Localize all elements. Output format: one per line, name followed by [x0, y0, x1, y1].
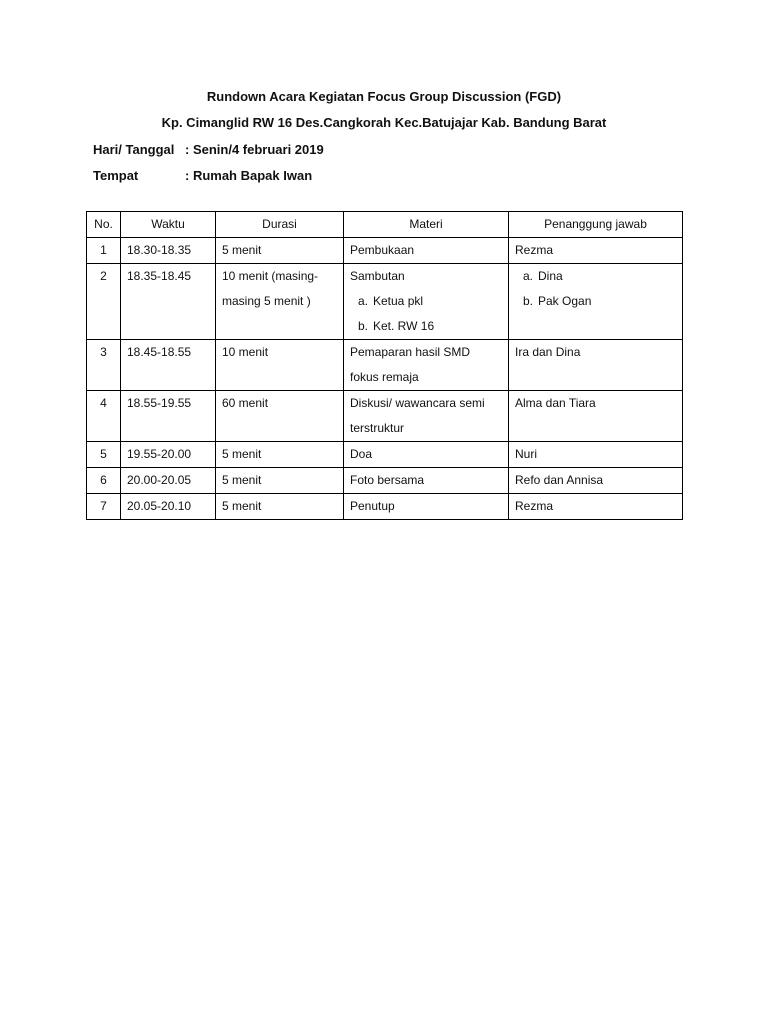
cell-no: 5 — [87, 442, 121, 468]
cell-no: 6 — [87, 468, 121, 494]
list-item-text: Dina — [538, 269, 563, 283]
cell-materi-line: terstruktur — [350, 421, 405, 435]
column-header-durasi: Durasi — [216, 212, 344, 238]
cell-durasi-line: 10 menit — [222, 345, 269, 359]
cell-materi — [344, 442, 509, 468]
list-marker: a. — [522, 269, 533, 283]
list-item — [350, 314, 502, 339]
cell-durasi-line: 60 menit — [222, 396, 269, 410]
cell-materi — [344, 494, 509, 520]
meta-hari-label: Hari/ Tanggal — [93, 142, 175, 157]
cell-durasi — [216, 238, 344, 264]
table-row — [87, 468, 683, 494]
cell-penanggung-jawab — [509, 442, 683, 468]
cell-no: 1 — [87, 238, 121, 264]
cell-materi-line: Foto bersama — [350, 473, 425, 487]
cell-durasi-line: 10 menit (masing- — [222, 269, 319, 283]
list-item — [350, 289, 502, 314]
cell-penanggung-jawab — [509, 264, 683, 340]
meta-hari-tanggal — [93, 142, 324, 158]
column-header-no: No. — [87, 212, 121, 238]
cell-materi-line: Diskusi/ wawancara semi — [350, 396, 485, 410]
cell-waktu: 20.05-20.10 — [121, 494, 216, 520]
list-item-text: Pak Ogan — [538, 294, 592, 308]
cell-durasi-line: 5 menit — [222, 447, 262, 461]
cell-waktu: 18.55-19.55 — [121, 391, 216, 442]
cell-no: 3 — [87, 340, 121, 391]
cell-materi — [344, 468, 509, 494]
list-item-text: Ket. RW 16 — [373, 319, 435, 333]
cell-waktu: 20.00-20.05 — [121, 468, 216, 494]
cell-penanggung-jawab — [509, 494, 683, 520]
list-item — [515, 289, 676, 314]
table-row — [87, 340, 683, 391]
meta-hari-value: : Senin/4 februari 2019 — [185, 142, 324, 157]
meta-tempat-label: Tempat — [93, 168, 139, 183]
table-row — [87, 391, 683, 442]
list-item — [515, 264, 676, 289]
cell-durasi-line: 5 menit — [222, 499, 262, 513]
cell-penanggung-jawab — [509, 468, 683, 494]
cell-no: 4 — [87, 391, 121, 442]
cell-penanggung-jawab — [509, 238, 683, 264]
rundown-table — [86, 211, 683, 520]
cell-pj-line: Rezma — [515, 243, 554, 257]
meta-tempat-value: : Rumah Bapak Iwan — [185, 168, 313, 183]
cell-durasi — [216, 494, 344, 520]
cell-materi-line: fokus remaja — [350, 370, 419, 384]
cell-penanggung-jawab — [509, 340, 683, 391]
cell-durasi — [216, 442, 344, 468]
cell-durasi — [216, 468, 344, 494]
cell-durasi-line: 5 menit — [222, 473, 262, 487]
cell-materi-line: Sambutan — [350, 269, 405, 283]
cell-materi-line: Pemaparan hasil SMD — [350, 345, 471, 359]
list-marker: a. — [357, 294, 368, 308]
cell-materi-line: Doa — [350, 447, 373, 461]
table-row — [87, 442, 683, 468]
cell-pj-line: Ira dan Dina — [515, 345, 581, 359]
cell-durasi-line: masing 5 menit ) — [222, 294, 311, 308]
list-item-text: Ketua pkl — [373, 294, 424, 308]
list-marker: b. — [357, 319, 368, 333]
document-location-line: Kp. Cimanglid RW 16 Des.Cangkorah Kec.Batujajar Kab. Bandung Barat — [161, 115, 607, 130]
cell-no: 7 — [87, 494, 121, 520]
cell-durasi — [216, 391, 344, 442]
cell-penanggung-jawab — [509, 391, 683, 442]
meta-tempat — [93, 168, 312, 184]
cell-waktu: 19.55-20.00 — [121, 442, 216, 468]
column-header-materi: Materi — [344, 212, 509, 238]
cell-durasi-line: 5 menit — [222, 243, 262, 257]
cell-materi — [344, 391, 509, 442]
cell-pj-line: Alma dan Tiara — [515, 396, 596, 410]
cell-materi — [344, 238, 509, 264]
column-header-waktu: Waktu — [121, 212, 216, 238]
cell-durasi — [216, 340, 344, 391]
cell-waktu: 18.30-18.35 — [121, 238, 216, 264]
list-marker: b. — [522, 294, 533, 308]
cell-waktu: 18.45-18.55 — [121, 340, 216, 391]
cell-durasi — [216, 264, 344, 340]
cell-no: 2 — [87, 264, 121, 340]
table-header-row — [87, 212, 683, 238]
cell-materi — [344, 340, 509, 391]
cell-pj-line: Nuri — [515, 447, 538, 461]
cell-waktu: 18.35-18.45 — [121, 264, 216, 340]
table-row — [87, 264, 683, 340]
table-row — [87, 238, 683, 264]
column-header-penanggung-jawab: Penanggung jawab — [509, 212, 683, 238]
cell-materi-line: Pembukaan — [350, 243, 415, 257]
cell-pj-line: Refo dan Annisa — [515, 473, 604, 487]
cell-materi — [344, 264, 509, 340]
cell-materi-line: Penutup — [350, 499, 395, 513]
document-title: Rundown Acara Kegiatan Focus Group Discussion (FGD) — [206, 89, 562, 104]
cell-pj-line: Rezma — [515, 499, 554, 513]
table-row — [87, 494, 683, 520]
